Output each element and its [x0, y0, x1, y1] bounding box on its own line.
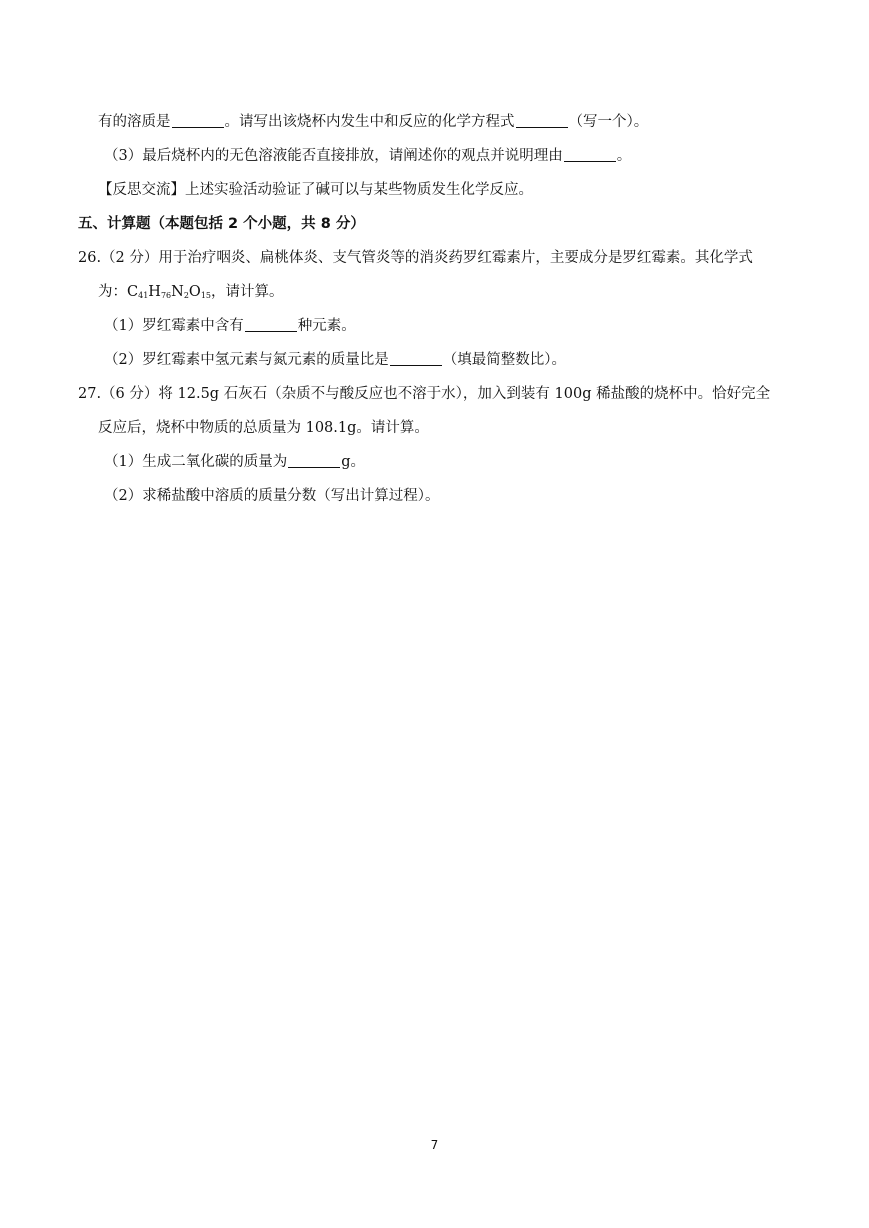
text: 种元素。 [297, 318, 356, 334]
chemical-formula: $C_{41}H_{76}N_2O_{15}$ [127, 284, 211, 300]
answer-blank[interactable] [245, 316, 297, 332]
q26-part2 [104, 350, 566, 370]
text: （1）罗红霉素中含有 [104, 318, 244, 334]
text: ，请计算。 [211, 284, 284, 300]
answer-blank[interactable] [390, 350, 442, 366]
answer-blank[interactable] [172, 112, 224, 128]
text: 为： [98, 284, 127, 300]
text: （填最简整数比）。 [442, 352, 566, 368]
section-heading: 五、计算题（本题包括 2 个小题，共 8 分） [78, 216, 365, 232]
q25-reflection: 【反思交流】上述实验活动验证了碱可以与某些物质发生化学反应。 [98, 182, 533, 198]
q26-formula-line [98, 282, 284, 302]
page-number: 7 [430, 1138, 439, 1152]
q25-solute-line [98, 112, 648, 132]
text: 。请写出该烧杯内发生中和反应的化学方程式 [224, 114, 515, 130]
q26-part1 [104, 316, 356, 336]
text: （3）最后烧杯内的无色溶液能否直接排放，请阐述你的观点并说明理由 [104, 148, 563, 164]
text: 有的溶质是 [98, 114, 171, 130]
answer-blank[interactable] [516, 112, 568, 128]
q27-part2: （2）求稀盐酸中溶质的质量分数（写出计算过程）。 [104, 488, 440, 504]
text: 。 [616, 148, 632, 164]
text: g。 [341, 454, 366, 470]
text: （写一个）。 [568, 114, 649, 130]
q27-intro-cont: 反应后，烧杯中物质的总质量为 108.1g。请计算。 [98, 420, 429, 436]
q27-intro: 27.（6 分）将 12.5g 石灰石（杂质不与酸反应也不溶于水），加入到装有 100g 稀盐酸的烧杯中。恰好完全 [78, 386, 771, 402]
q26-intro: 26.（2 分）用于治疗咽炎、扁桃体炎、支气管炎等的消炎药罗红霉素片，主要成分是罗红霉素。其化学式 [78, 250, 753, 266]
answer-blank[interactable] [288, 452, 340, 468]
text: （2）罗红霉素中氢元素与氮元素的质量比是 [104, 352, 389, 368]
q25-part3 [104, 146, 631, 166]
text: （1）生成二氧化碳的质量为 [104, 454, 288, 470]
q27-part1 [104, 452, 365, 472]
answer-blank[interactable] [564, 146, 616, 162]
